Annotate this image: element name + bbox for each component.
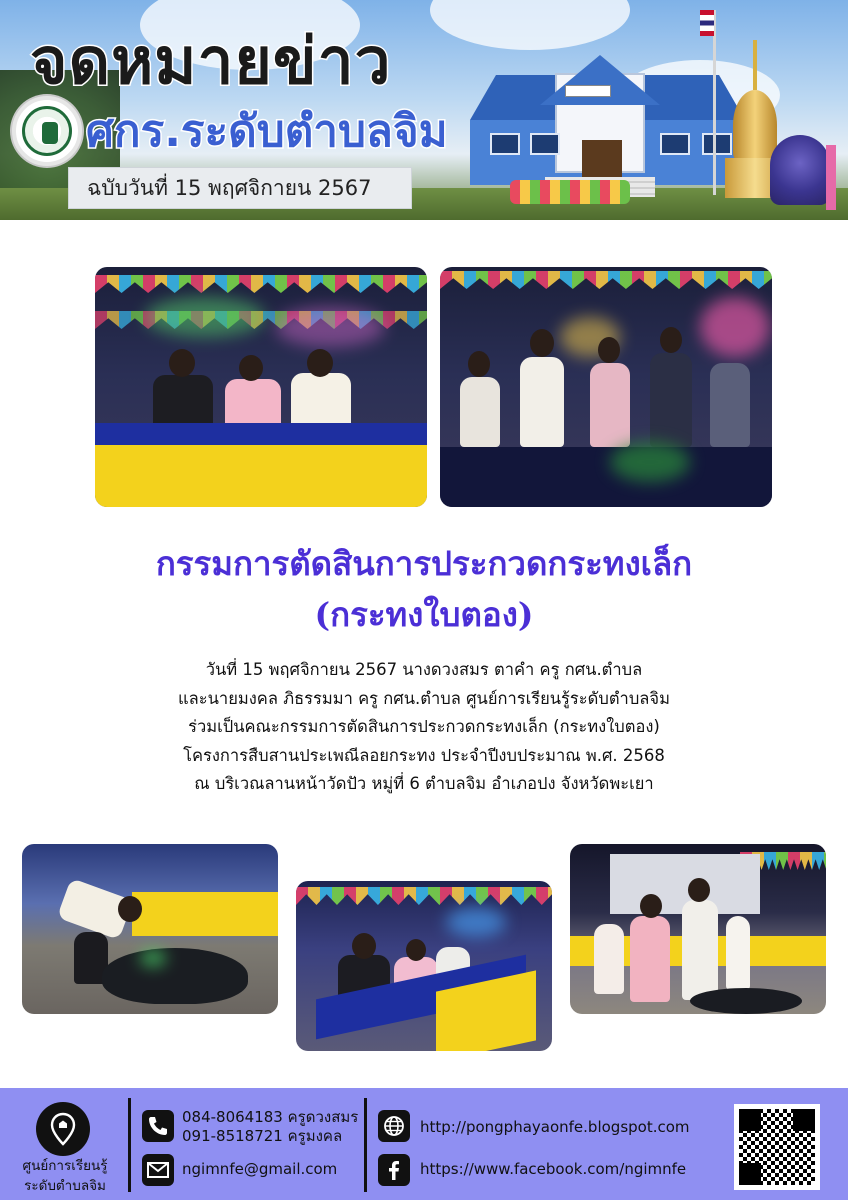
learning-center-building (470, 55, 750, 195)
article-headline-line1: กรรมการตัดสินการประกวดกระทงเล็ก (155, 544, 693, 583)
cloud (430, 0, 630, 50)
decor-pole (826, 145, 836, 210)
center-name-line1: ศูนย์การเรียนรู้ (22, 1158, 108, 1174)
globe-icon (378, 1110, 410, 1142)
body-line: และนายมงคล ภิธรรมมา ครู กศน.ตำบล ศูนย์การเรียนรู้ระดับตำบลจิม (178, 688, 670, 708)
divider (364, 1098, 367, 1192)
qr-code[interactable] (734, 1104, 820, 1190)
article-headline-line2: (กระทงใบตอง) (314, 595, 534, 634)
newsletter-title: จดหมายข่าว (30, 25, 392, 99)
issue-date-box (68, 167, 412, 209)
naga-statue (770, 135, 830, 205)
photo-award-presentation (570, 844, 826, 1014)
building-sign (565, 85, 611, 97)
photo-judges-scoring (296, 881, 552, 1051)
phone-1[interactable]: 084-8064183 ครูดวงสมร (182, 1108, 359, 1126)
body-line: ร่วมเป็นคณะกรรมการตัดสินการประกวดกระทงเล็ก (กระทงใบตอง) (188, 717, 660, 736)
photo-floating-kratong (22, 844, 278, 1014)
newsletter-subtitle: ศกร.ระดับตำบลจิม (86, 106, 448, 157)
issue-date: ฉบับวันที่ 15 พฤศจิกายน 2567 (87, 176, 372, 200)
center-name-line2: ระดับตำบลจิม (24, 1178, 106, 1194)
thai-flag (700, 10, 714, 36)
article-body (0, 656, 848, 799)
mail-icon (142, 1154, 174, 1186)
phone-2[interactable]: 091-8518721 ครูมงคล (182, 1127, 343, 1145)
header-banner (0, 0, 848, 220)
email-address[interactable]: ngimnfe@gmail.com (182, 1160, 338, 1178)
phone-icon (142, 1110, 174, 1142)
flower-pots (510, 180, 630, 204)
facebook-link[interactable]: https://www.facebook.com/ngimnfe (420, 1160, 687, 1178)
divider (128, 1098, 131, 1192)
flagpole (713, 10, 716, 195)
body-line: โครงการสืบสานประเพณีลอยกระทง ประจำปีงบประมาณ พ.ศ. 2568 (183, 745, 665, 765)
website-link[interactable]: http://pongphayaonfe.blogspot.com (420, 1118, 690, 1136)
nfe-logo-seal (12, 96, 82, 166)
center-name (0, 1156, 130, 1196)
body-line: วันที่ 15 พฤศจิกายน 2567 นางดวงสมร ตาคำ ครู กศน.ตำบล (205, 660, 643, 679)
location-pin-icon (36, 1102, 90, 1156)
body-line: ณ บริเวณลานหน้าวัดปัว หมู่ที่ 6 ตำบลจิม อำเภอปง จังหวัดพะเยา (194, 774, 654, 793)
facebook-icon (378, 1154, 410, 1186)
contact-footer (0, 1088, 848, 1200)
photo-judging-kratong (440, 267, 772, 507)
photo-judges-table (95, 267, 427, 507)
